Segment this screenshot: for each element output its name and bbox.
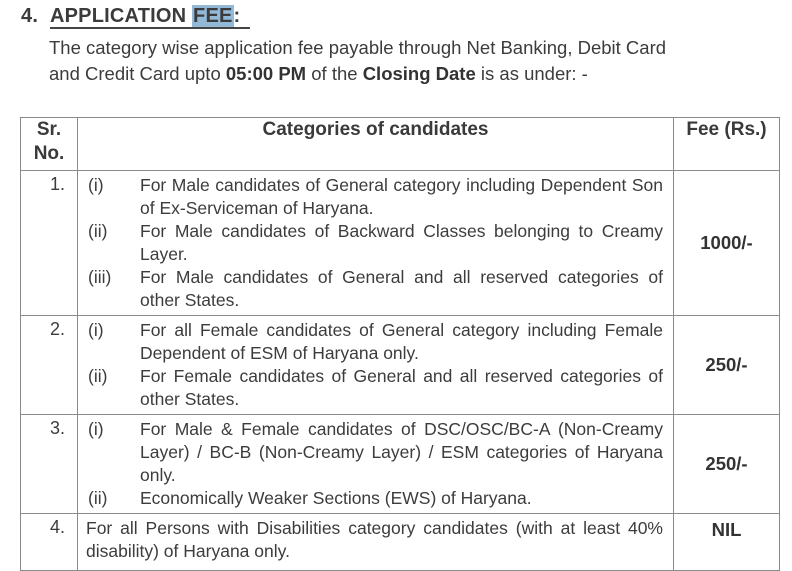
intro-text-2: of the <box>306 63 363 84</box>
item-numeral: (i) <box>88 175 104 195</box>
table-row <box>21 171 780 316</box>
header-categories: Categories of candidates <box>78 118 674 171</box>
category-item <box>86 365 663 411</box>
item-numeral: (i) <box>88 419 104 439</box>
category-item <box>86 418 663 487</box>
item-text: For Male & Female candidates of DSC/OSC/BC-A (Non-Creamy Layer) / BC-B (Non-Creamy Layer) / ESM categories of Haryana only. <box>140 419 663 485</box>
row-categories <box>78 316 674 415</box>
intro-text-1: The category wise application fee payable through Net Banking, Debit Card and Credit Card upto <box>49 37 667 84</box>
header-fee: Fee (Rs.) <box>674 118 780 171</box>
table-row <box>21 316 780 415</box>
item-text: For all Female candidates of General category including Female Dependent of ESM of Haryana only. <box>140 320 663 363</box>
item-text: For Male candidates of Backward Classes belonging to Creamy Layer. <box>140 221 663 264</box>
item-numeral: (i) <box>88 320 104 340</box>
category-item <box>86 319 663 365</box>
row-fee: NIL <box>674 514 780 571</box>
item-text: For Male candidates of General category including Dependent Son of Ex-Serviceman of Haryana. <box>140 175 663 218</box>
highlighted-text[interactable]: FEE <box>193 5 233 27</box>
category-item <box>86 266 663 312</box>
row-sr-no: 2. <box>21 316 78 415</box>
section-title-suffix: : <box>233 5 241 27</box>
section-title <box>50 5 250 29</box>
section-heading <box>21 5 250 28</box>
row-sr-no: 4. <box>21 514 78 571</box>
row-sr-no: 3. <box>21 415 78 514</box>
item-text: For Male candidates of General and all reserved categories of other States. <box>140 267 663 310</box>
category-text: For all Persons with Disabilities category candidates (with at least 40% disability) of Haryana only. <box>86 518 663 561</box>
row-sr-no: 1. <box>21 171 78 316</box>
closing-date-label: Closing Date <box>362 63 476 84</box>
category-item <box>86 174 663 220</box>
row-fee: 250/- <box>674 415 780 514</box>
section-number: 4. <box>21 5 39 27</box>
item-text: Economically Weaker Sections (EWS) of Haryana. <box>140 488 532 508</box>
table-header-row <box>21 118 780 171</box>
row-categories <box>78 415 674 514</box>
row-categories <box>78 171 674 316</box>
fee-table <box>20 117 780 571</box>
row-fee: 1000/- <box>674 171 780 316</box>
category-item <box>86 220 663 266</box>
row-fee: 250/- <box>674 316 780 415</box>
row-categories <box>78 514 674 571</box>
closing-time: 05:00 PM <box>225 63 307 84</box>
category-item <box>86 487 663 510</box>
item-numeral: (ii) <box>88 488 108 508</box>
table-row <box>21 415 780 514</box>
item-text: For Female candidates of General and all reserved categories of other States. <box>140 366 663 409</box>
section-title-prefix: APPLICATION <box>50 5 193 27</box>
item-numeral: (ii) <box>88 366 108 386</box>
header-sr-no: Sr. No. <box>21 118 78 171</box>
intro-paragraph <box>49 35 689 87</box>
item-numeral: (iii) <box>88 267 112 287</box>
item-numeral: (ii) <box>88 221 108 241</box>
intro-text-3: is as under: - <box>475 63 588 84</box>
table-row <box>21 514 780 571</box>
